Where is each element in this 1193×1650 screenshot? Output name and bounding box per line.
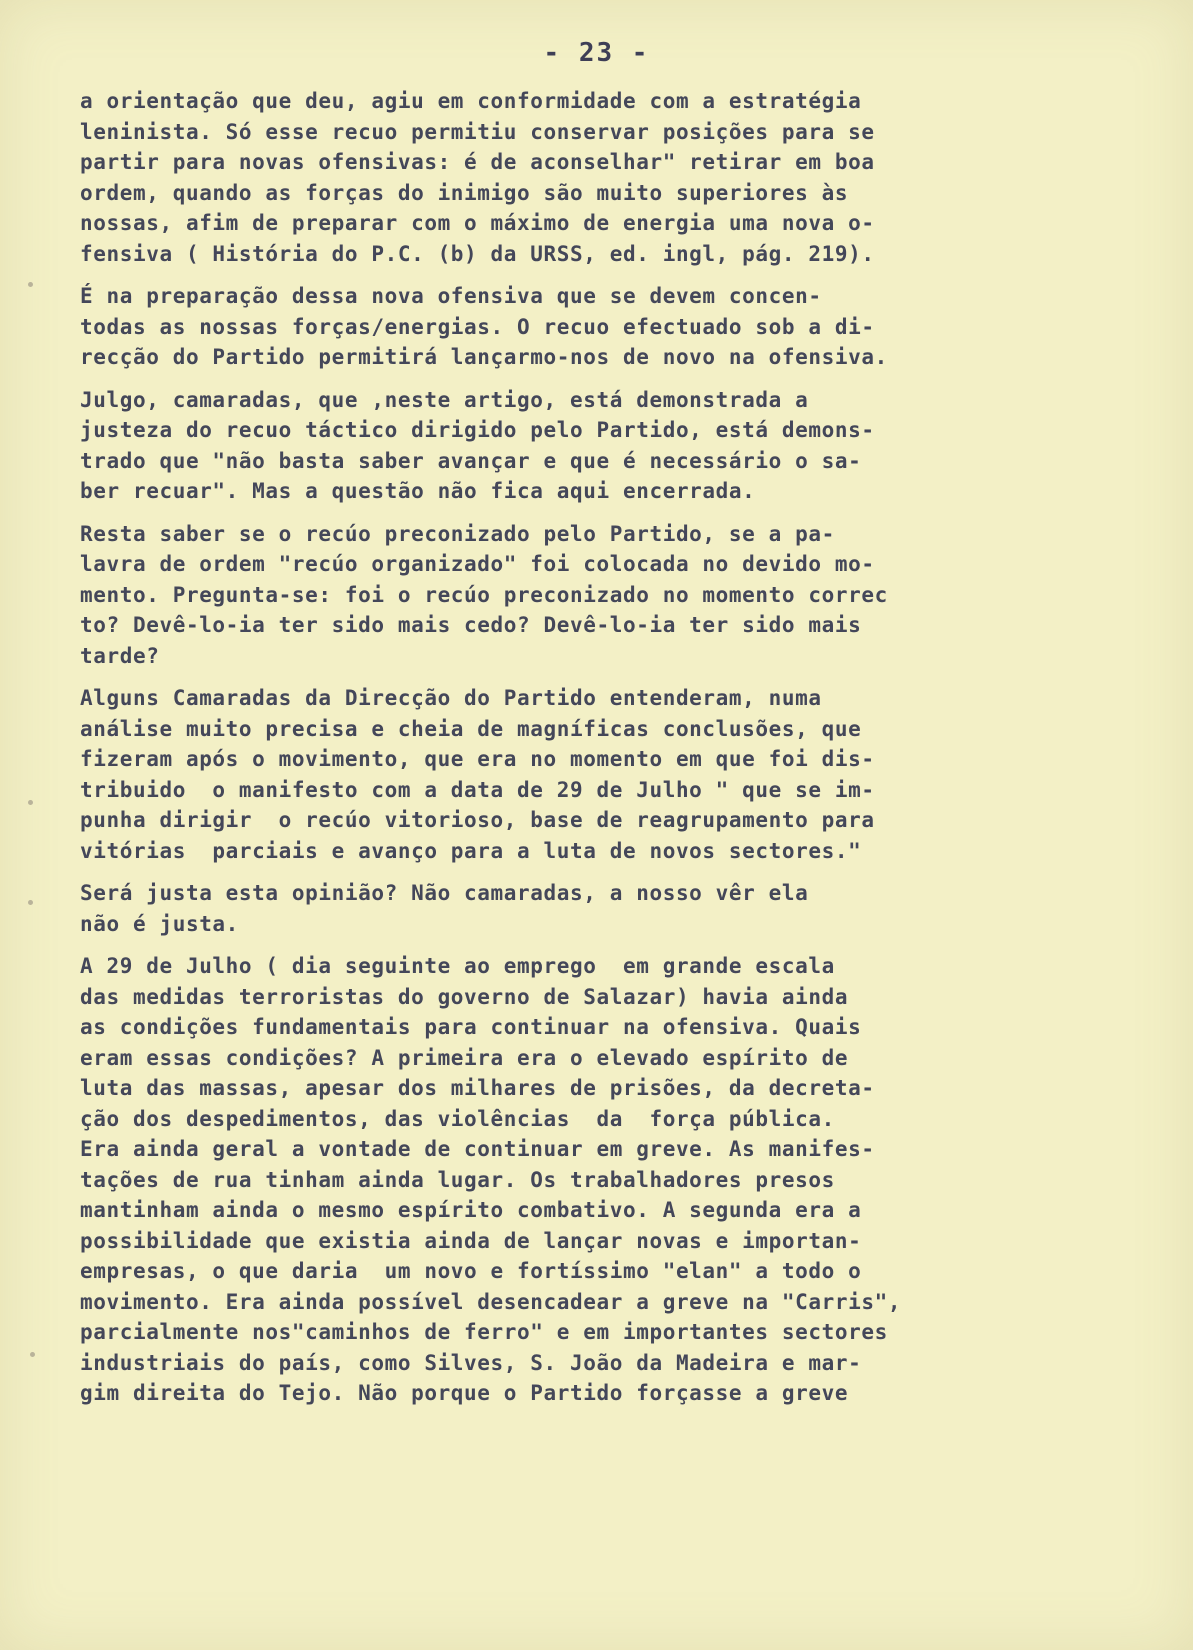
text-line: tarde?	[80, 643, 160, 668]
text-line: industriais do país, como Silves, S. João da Madeira e mar-	[80, 1350, 862, 1375]
paragraph	[80, 519, 1140, 672]
text-line: Resta saber se o recúo preconizado pelo Partido, se a pa-	[80, 521, 835, 546]
text-line: trado que "não basta saber avançar e que é necessário o sa-	[80, 448, 862, 473]
text-line: justeza do recuo táctico dirigido pelo Partido, está demons-	[80, 418, 875, 442]
text-line: tações de rua tinham ainda lugar. Os trabalhadores presos	[80, 1167, 835, 1192]
text-line: luta das massas, apesar dos milhares de prisões, da decreta-	[80, 1076, 875, 1100]
text-line: fizeram após o movimento, que era no momento em que foi dis-	[80, 747, 875, 771]
text-line: gim direita do Tejo. Não porque o Partido forçasse a greve	[80, 1381, 849, 1405]
left-margin-mark	[28, 900, 33, 905]
document-body	[80, 86, 1140, 1421]
left-margin-mark	[28, 282, 33, 287]
text-line: mento. Pregunta-se: foi o recúo preconizado no momento correc	[80, 582, 888, 607]
left-margin-mark	[30, 1352, 35, 1357]
paragraph	[80, 683, 1140, 866]
text-line: to? Devê-lo-ia ter sido mais cedo? Devê-lo-ia ter sido mais	[80, 613, 862, 637]
text-line: empresas, o que daria um novo e fortíssimo "elan" a todo o	[80, 1259, 862, 1283]
text-line: análise muito precisa e cheia de magníficas conclusões, que	[80, 716, 862, 741]
text-line: ber recuar". Mas a questão não fica aqui encerrada.	[80, 479, 756, 503]
paragraph	[80, 281, 1140, 373]
left-margin-mark	[28, 800, 33, 805]
paragraph	[80, 951, 1140, 1409]
text-line: fensiva ( História do P.C. (b) da URSS, ed. ingl, pág. 219).	[80, 241, 875, 266]
text-line: eram essas condições? A primeira era o elevado espírito de	[80, 1045, 849, 1070]
text-line: Era ainda geral a vontade de continuar em greve. As manifes-	[80, 1137, 875, 1161]
text-line: todas as nossas forças/energias. O recuo efectuado sob a di-	[80, 314, 875, 339]
text-line: movimento. Era ainda possível desencadear a greve na "Carris",	[80, 1289, 902, 1314]
text-line: mantinham ainda o mesmo espírito combativo. A segunda era a	[80, 1198, 862, 1222]
text-line: Alguns Camaradas da Direcção do Partido entenderam, numa	[80, 686, 822, 710]
text-line: leninista. Só esse recuo permitiu conservar posições para se	[80, 119, 875, 144]
text-line: tribuido o manifesto com a data de 29 de Julho " que se im-	[80, 777, 875, 802]
text-line: Será justa esta opinião? Não camaradas, a nosso vêr ela	[80, 881, 809, 905]
text-line: partir para novas ofensivas: é de aconselhar" retirar em boa	[80, 150, 875, 174]
text-line: vitórias parciais e avanço para a luta de novos sectores."	[80, 838, 862, 863]
text-line: parcialmente nos"caminhos de ferro" e em importantes sectores	[80, 1320, 888, 1344]
text-line: É na preparação dessa nova ofensiva que se devem concen-	[80, 284, 822, 308]
text-line: Julgo, camaradas, que ,neste artigo, está demonstrada a	[80, 387, 809, 412]
text-line: lavra de ordem "recúo organizado" foi colocada no devido mo-	[80, 552, 875, 576]
text-line: recção do Partido permitirá lançarmo-nos de novo na ofensiva.	[80, 345, 888, 369]
paragraph	[80, 878, 1140, 939]
text-line: não é justa.	[80, 911, 239, 936]
text-line: a orientação que deu, agiu em conformidade com a estratégia	[80, 89, 862, 113]
text-line: das medidas terroristas do governo de Salazar) havia ainda	[80, 984, 849, 1009]
text-line: ção dos despedimentos, das violências da força pública.	[80, 1106, 835, 1131]
text-line: nossas, afim de preparar com o máximo de energia uma nova o-	[80, 211, 875, 235]
page-number: - 23 -	[543, 38, 650, 68]
text-line: punha dirigir o recúo vitorioso, base de reagrupamento para	[80, 808, 875, 832]
paragraph	[80, 86, 1140, 269]
text-line: ordem, quando as forças do inimigo são muito superiores às	[80, 180, 849, 205]
text-line: A 29 de Julho ( dia seguinte ao emprego em grande escala	[80, 954, 835, 978]
text-line: possibilidade que existia ainda de lançar novas e importan-	[80, 1228, 862, 1253]
text-line: as condições fundamentais para continuar na ofensiva. Quais	[80, 1015, 862, 1039]
paragraph	[80, 385, 1140, 507]
